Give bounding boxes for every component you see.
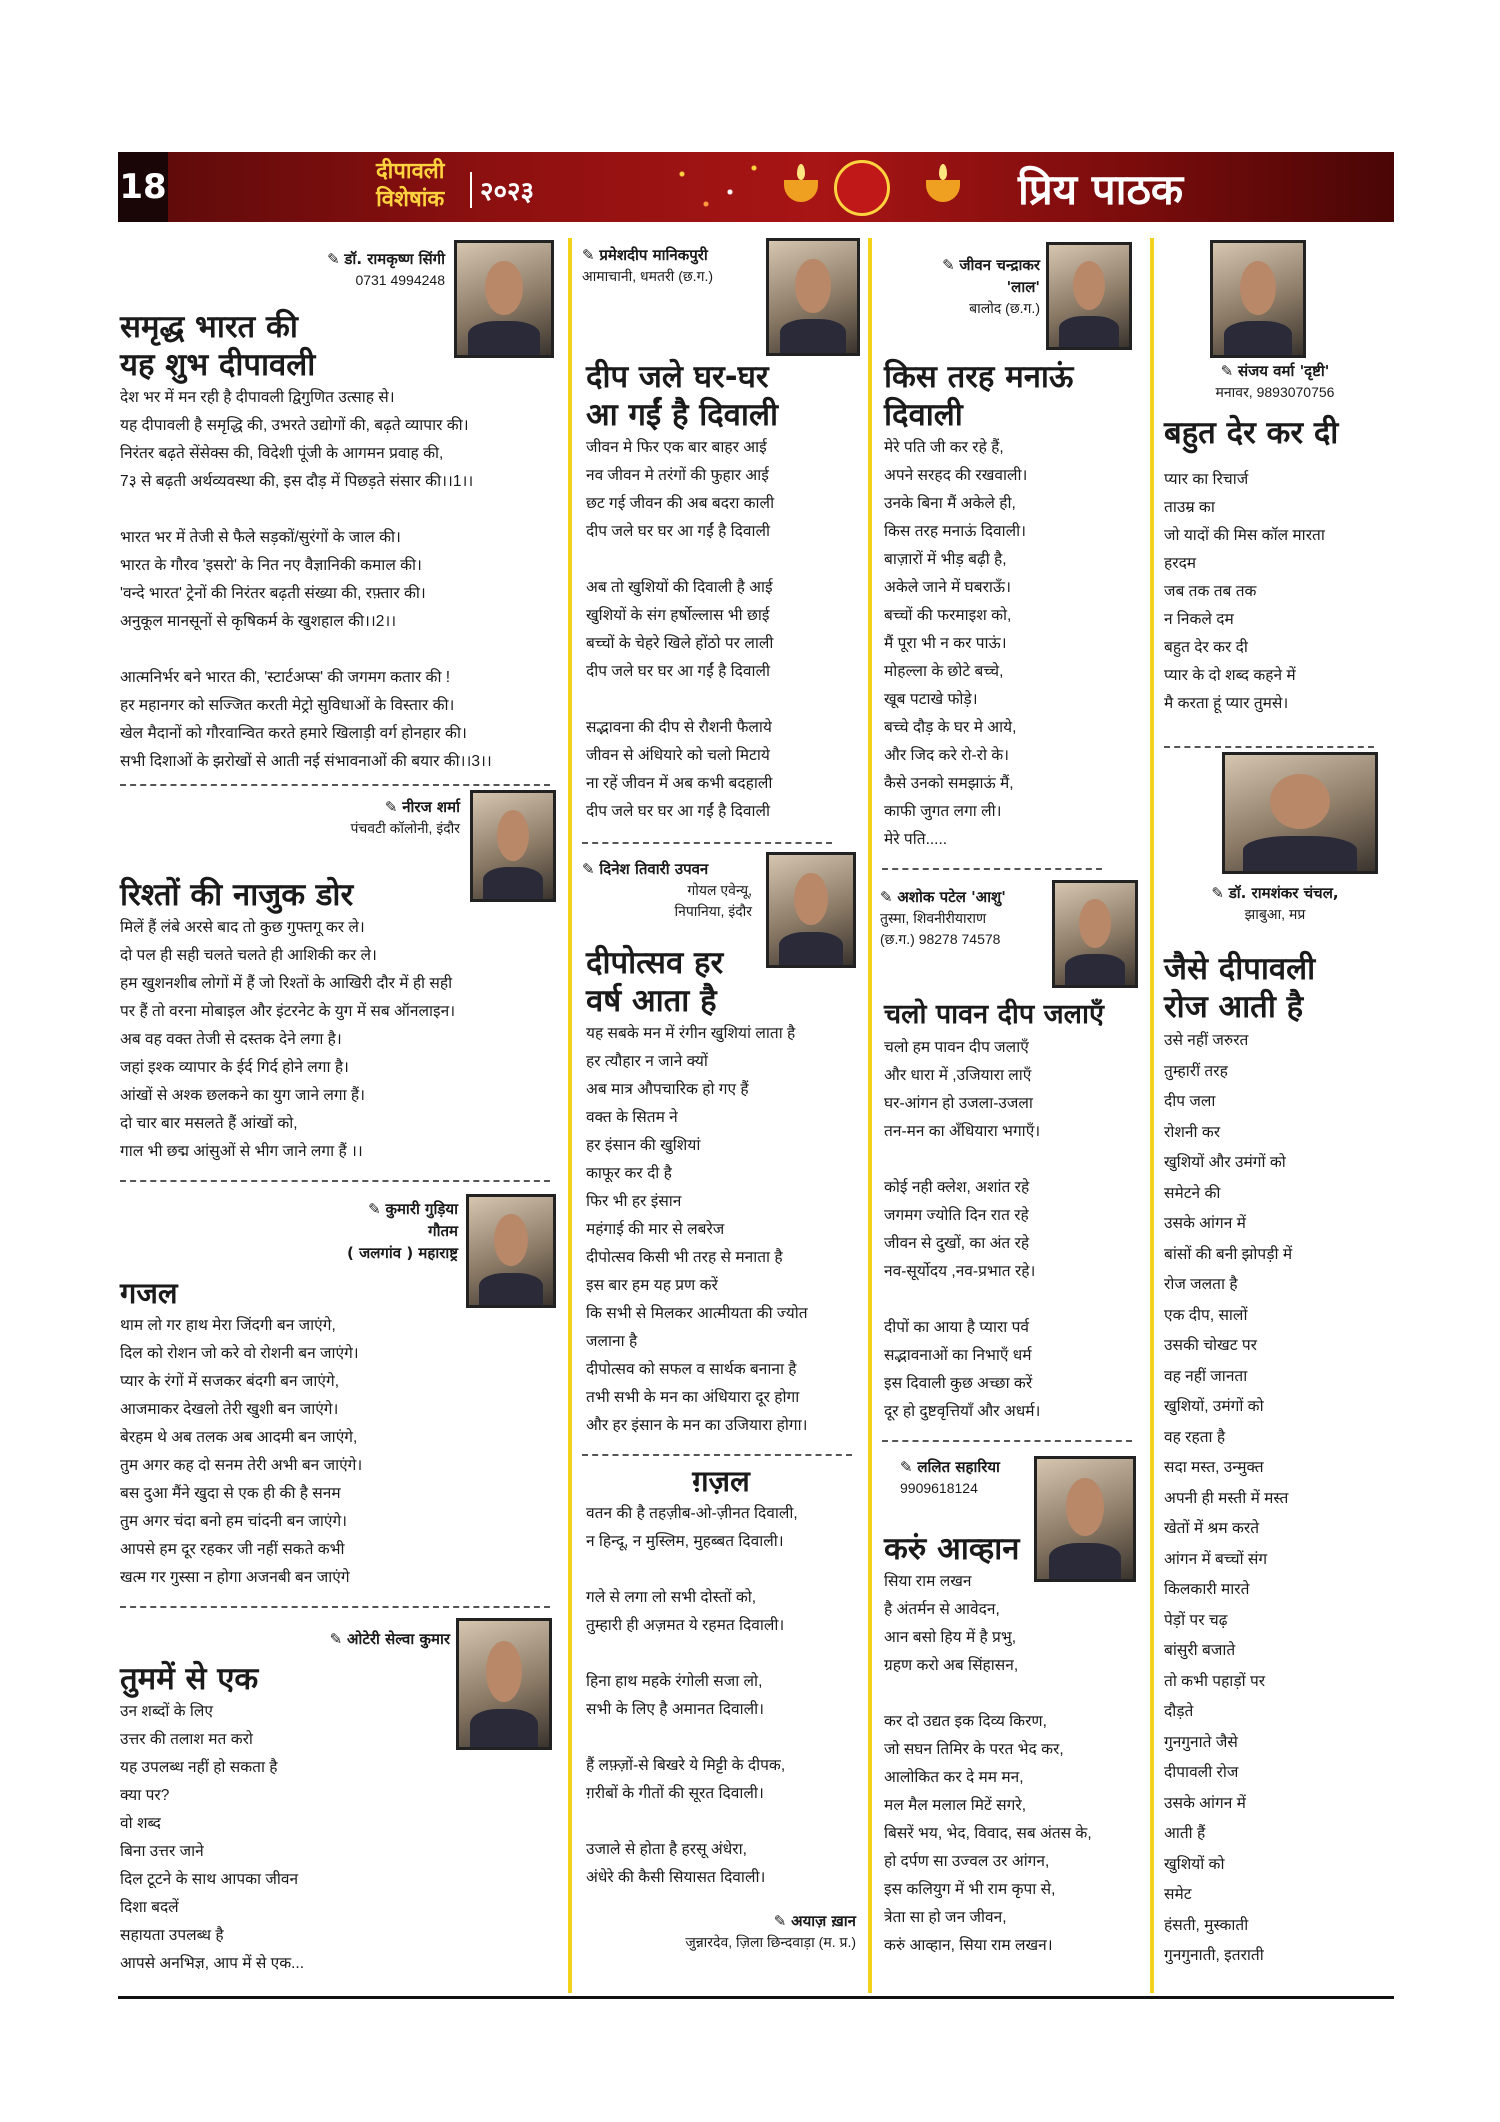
poem-bahut-der-kar-di: बहुत देर कर दी प्यार का रिचार्ज ताउम्र का जो यादों की मिस कॉल मारता हरदम जब तक तब तक न निकले दम बहुत देर कर दी प्यार के दो शब्द कहने में मै करता हूं प्यार तुमसे। (1164, 414, 1390, 718)
special-issue-label: दीपावली विशेषांक (376, 159, 445, 212)
byline: ✎ ओटेरी सेल्वा कुमार (240, 1628, 450, 1650)
poem-title: समृद्ध भारत की (120, 309, 298, 345)
poem-chalo-pavan-deep: चलो पावन दीप जलाएँ चलो हम पावन दीप जलाएँ और धारा में ,उजियारा लाएँ घर-आंगन हो उजला-उजला तन-मन का अँधियारा भगाएँ। कोई नही क्लेश, अशांत रहे जगमग ज्योति दिन रात रहे जीवन से दुखों, का अंत रहे नव-सूर्योदय ,नव-प्रभात रहे। दीपों का आया है प्यारा पर्व सद्भावनाओं का निभाएँ धर्म इस दिवाली कुछ अच्छा करें दूर हो दुष्टवृत्तियाँ और अधर्म। (884, 996, 1146, 1426)
poem-title: करुं आव्हान (884, 1531, 1020, 1567)
poem-gajal: गजल थाम लो गर हाथ मेरा जिंदगी बन जाएंगे, दिल को रोशन जो करे वो रोशनी बन जाएंगे। प्यार के रंगों में सजकर बंदगी बन जाएंगे, आजमाकर देखलो तेरी खुशी बन जाएंगे। बेरहम थे अब तलक अब आदमी बन जाएंगे, तुम अगर कह दो सनम तेरी अभी बन जाएंगे। बस दुआ मैंने खुदा से एक ही की है सनम तुम अगर चंदा बनो हम चांदनी बन जाएंगे। आपसे हम दूर रहकर जी नहीं सकते कभी खत्म गर गुस्सा न होगा अजनबी बन जाएंगे (120, 1274, 560, 1592)
author-photo (1052, 880, 1138, 988)
poem-title: किस तरह मनाऊं (884, 359, 1074, 395)
column-rule (1150, 238, 1154, 1993)
emblem-icon (834, 160, 890, 216)
diya-lamp-icon (926, 180, 960, 202)
poem-title: आ गईं है दिवाली (586, 397, 778, 433)
byline: ✎ दिनेश तिवारी उपवन गोयल एवेन्यू, निपानिया, इंदौर (582, 858, 752, 922)
author-photo (766, 238, 860, 356)
year-label: २०२३ (470, 172, 534, 208)
poem-title: दिवाली (884, 397, 963, 433)
poem-title: रोज आती है (1164, 989, 1304, 1025)
divider (120, 1606, 550, 1608)
byline: ✎ कुमारी गुड़िया गौतम ( जलगांव ) महाराष्ट्र (300, 1198, 458, 1264)
column-rule (568, 238, 572, 1993)
divider (882, 868, 1102, 870)
poem-title: रिश्तों की नाजुक डोर (120, 877, 354, 913)
poem-deepotsav: दीपोत्सव हर वर्ष आता है यह सबके मन में रंगीन खुशियां लाता है हर त्यौहार न जाने क्यों अब मात्र औपचारिक हो गए हैं वक्त के सितम ने हर इंसान की खुशियां काफूर कर दी है फिर भी हर इंसान महंगाई की मार से लबरेज दीपोत्सव किसी भी तरह से मनाता है इस बार हम यह प्रण करें कि सभी से मिलकर आत्मीयता की ज्योत जलाना है दीपोत्सव को सफल व सार्थक बनाना है तभी सभी के मन का अंधियारा दूर होगा और हर इंसान के मन का उजियारा होगा। (586, 944, 864, 1440)
column-rule (868, 238, 872, 1993)
byline: ✎ अशोक पटेल 'आशु' तुस्मा, शिवनीरीयाराण (छ.ग.) 98278 74578 (880, 886, 1040, 950)
poem-kis-tarah-manau: किस तरह मनाऊं दिवाली मेरे पति जी कर रहे हैं, अपने सरहद की रखवाली। उनके बिना मैं अकेले ही, किस तरह मनाऊं दिवाली। बाज़ारों में भीड़ बढ़ी है, अकेले जाने में घबराऊँ। बच्चों की फरमाइश को, मैं पूरा भी न कर पाऊं। मोहल्ला के छोटे बच्चे, खूब पटाखे फोड़े। बच्चे दौड़ के घर मे आये, और जिद करे रो-रो के। कैसे उनको समझाऊं मैं, काफी जुगत लगा ली। मेरे पति..... (884, 358, 1146, 854)
fireworks-decoration (658, 156, 778, 216)
poem-title: दीपोत्सव हर (586, 945, 724, 981)
byline: ✎ डॉ. रामशंकर चंचल, झाबुआ, मप्र (1160, 882, 1390, 925)
divider (582, 1454, 852, 1456)
byline: ✎ नीरज शर्मा पंचवटी कॉलोनी, इंदौर (300, 796, 460, 839)
byline: ✎ संजय वर्मा 'दृष्टी' मनावर, 9893070756 (1160, 360, 1390, 403)
poem-title: तुममें से एक (120, 1661, 259, 1697)
poem-title: वर्ष आता है (586, 983, 717, 1019)
poem-rishton-ki-dor: रिश्तों की नाजुक डोर मिलें हैं लंबे अरसे बाद तो कुछ गुफ्तगू कर ले। दो पल ही सही चलते चलते ही आशिकी कर ले। हम खुशनशीब लोगों में हैं जो रिश्तों के आखिरी दौर में ही सही पर हैं तो वरना मोबाइल और इंटरनेट के युग में सब ऑनलाइन। अब वह वक्त तेजी से दस्तक देने लगा है। जहां इश्क व्यापार के ईर्द गिर्द होने लगा है। आंखों से अश्क छलकने का युग जाने लगा हैं। दो चार बार मसलते हैं आंखों को, गाल भी छद्म आंसुओं से भीग जाने लगा हैं ।। (120, 876, 560, 1166)
author-photo (456, 1618, 552, 1750)
byline: ✎ प्रमेशदीप मानिकपुरी आमाचानी, धमतरी (छ.ग.) (582, 244, 762, 287)
poem-title: गजल (120, 1276, 178, 1310)
poem-title: बहुत देर कर दी (1164, 415, 1339, 451)
divider (120, 1180, 550, 1182)
poem-tumme-se-ek: तुममें से एक उन शब्दों के लिए उत्तर की तलाश मत करो यह उपलब्ध नहीं हो सकता है क्या पर? वो शब्द बिना उत्तर जाने दिल टूटने के साथ आपका जीवन दिशा बदलें सहायता उपलब्ध है आपसे अनभिज्ञ, आप में से एक... (120, 1660, 450, 1978)
poem-samriddh-bharat: समृद्ध भारत की यह शुभ दीपावली देश भर में मन रही है दीपावली द्विगुणित उत्साह से। यह दीपावली है समृद्धि की, उभरते उद्योगों की, बढ़ते व्यापार की। निरंतर बढ़ते सेंसेक्स की, विदेशी पूंजी के आगमन प्रवाह की, 7३ से बढ़ती अर्थव्यवस्था की, इस दौड़ में पिछड़ते संसार की।।1।। भारत भर में तेजी से फैले सड़कों/सुरंगों के जाल की। भारत के गौरव 'इसरो' के नित नए वैज्ञानिकी कमाल की। 'वन्दे भारत' ट्रेनों की निरंतर बढ़ती संख्या की, रफ़्तार की। अनुकूल मानसूनों से कृषिकर्म के खुशहाल की।।2।। आत्मनिर्भर बने भारत की, 'स्टार्टअप्स' की जगमग कतार की ! हर महानगर को सज्जित करती मेट्रो सुविधाओं के विस्तार की। खेल मैदानों को गौरवान्वित करते हमारे खिलाड़ी वर्ग होनहार की। सभी दिशाओं के झरोखों से आती नई संभावनाओं की बयार की।।3।। (120, 308, 560, 776)
poem-title: ग़ज़ल (692, 1464, 750, 1498)
poem-karu-aavhan: करुं आव्हान सिया राम लखन है अंतर्मन से आवेदन, आन बसो हिय में है प्रभु, ग्रहण करो अब सिंहासन, कर दो उद्यत इक दिव्य किरण, जो सघन तिमिर के परत भेद कर, आलोकित कर दे मम मन, मल मैल मलाल मिटें सगरे, बिसरें भय, भेद, विवाद, सब अंतस के, हो दर्पण सा उज्वल उर आंगन, इस कलियुग में भी राम कृपा से, त्रेता सा हो जन जीवन, करुं आव्हान, सिया राम लखन। (884, 1530, 1146, 1960)
poem-title: जैसे दीपावली (1164, 951, 1316, 987)
diya-lamp-icon (784, 180, 818, 202)
poem-gazal: ग़ज़ल वतन की है तहज़ीब-ओ-ज़ीनत दिवाली, न हिन्दू, न मुस्लिम, मुहब्बत दिवाली। गले से लगा लो सभी दोस्तों को, तुम्हारी ही अज़मत ये रहमत दिवाली। हिना हाथ महके रंगोली सजा लो, सभी के लिए है अमानत दिवाली। हैं लफ़्ज़ों-से बिखरे ये मिट्टी के दीपक, ग़रीबों के गीतों की सूरत दिवाली। उजाले से होता है हरसू अंधेरा, अंधेरे की कैसी सियासत दिवाली। ✎ अयाज़ ख़ान जुन्नारदेव, ज़िला छिन्दवाड़ा (म. प्र.) (586, 1462, 856, 1953)
byline: ✎ ललित सहारिया 9909618124 (900, 1456, 1030, 1499)
page-number: 18 (118, 152, 168, 222)
divider (1164, 746, 1374, 748)
byline: ✎ अयाज़ ख़ान (586, 1910, 856, 1932)
divider (882, 1440, 1132, 1442)
poem-title: दीप जले घर-घर (586, 359, 769, 395)
poem-title: यह शुभ दीपावली (120, 347, 316, 383)
poem-deep-jale-ghar-ghar: दीप जले घर-घर आ गईं है दिवाली जीवन मे फिर एक बार बाहर आई नव जीवन मे तरंगों की फुहार आई छट गई जीवन की अब बदरा काली दीप जले घर घर आ गईं है दिवाली अब तो खुशियों की दिवाली है आई खुशियों के संग हर्षोल्लास भी छाई बच्चों के चेहरे खिले होंठो पर लाली दीप जले घर घर आ गईं है दिवाली सद्भावना की दीप से रौशनी फैलाये जीवन से अंधियारे को चलो मिटाये ना रहें जीवन में अब कभी बदहाली दीप जले घर घर आ गईं है दिवाली (586, 358, 864, 826)
author-photo (1222, 752, 1378, 874)
author-photo (1210, 240, 1306, 358)
author-photo (1046, 242, 1132, 350)
divider (120, 784, 550, 786)
byline: ✎ जीवन चन्द्राकर 'लाल' बालोद (छ.ग.) (880, 254, 1040, 319)
section-title: प्रिय पाठक (1018, 165, 1184, 214)
divider (582, 842, 832, 844)
byline: ✎ डॉ. रामकृष्ण सिंगी 0731 4994248 (300, 248, 445, 291)
bottom-rule (118, 1996, 1394, 1999)
poem-title: चलो पावन दीप जलाएँ (884, 999, 1104, 1030)
header-banner (118, 152, 1394, 222)
poem-jaise-deepavali: जैसे दीपावली रोज आती है उसे नहीं जरुरत तुम्हारीं तरह दीप जला रोशनी कर खुशियों और उमंगों को समेटने की उसके आंगन में बांसों की बनी झोपड़ी में रोज जलता है एक दीप, सालों उसकी चोखट पर वह नहीं जानता खुशियों, उमंगों को वह रहता है सदा मस्त, उन्मुक्त अपनी ही मस्ती में मस्त खेतों में श्रम करते आंगन में बच्चों संग किलकारी मारते पेड़ों पर चढ़ बांसुरी बजाते तो कभी पहाड़ों पर दौड़ते गुनगुनाते जैसे दीपावली रोज उसके आंगन में आती हैं खुशियों को समेट हंसती, मुस्काती गुनगुनाती, इतराती (1164, 950, 1390, 1972)
